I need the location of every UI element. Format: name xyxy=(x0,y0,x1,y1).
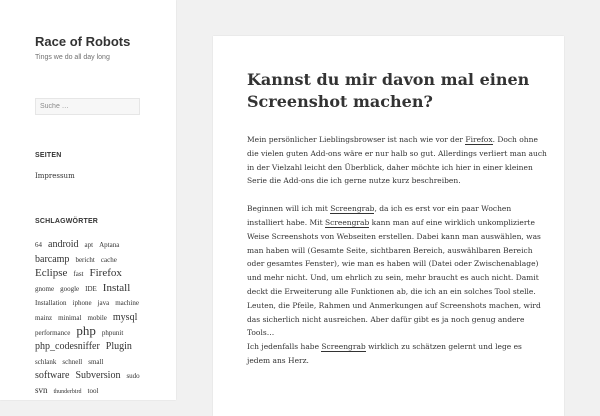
tag-link[interactable]: tool xyxy=(87,386,99,395)
tag-link[interactable]: sudo xyxy=(126,372,140,381)
tag-link[interactable]: IDE xyxy=(85,284,97,293)
post-title: Kannst du mir davon mal einen Screenshot machen? xyxy=(247,70,530,111)
tag-link[interactable]: minimal xyxy=(58,313,82,322)
tag-link[interactable]: bericht xyxy=(75,255,95,264)
tag-link[interactable]: Aptana xyxy=(99,241,120,249)
tag-link[interactable]: Install xyxy=(102,281,131,294)
tag-link[interactable]: Plugin xyxy=(105,341,132,353)
tag-link[interactable]: schnell xyxy=(62,357,83,366)
tag-link[interactable]: software xyxy=(35,370,70,382)
site-title-link[interactable]: Race of Robots xyxy=(35,34,131,49)
tag-link[interactable]: svn xyxy=(35,384,48,395)
screengrab-link[interactable]: Screengrab xyxy=(330,204,375,214)
tag-link[interactable]: thunderbird xyxy=(53,388,82,395)
tag-link[interactable]: google xyxy=(60,284,80,293)
paragraph-text: . Doch ohne die vielen guten Add-ons wäre er nur halb so gut. Allerdings verliert man auch in der Vielzahl leicht den Überblick, daher möchte ich hier in einer kleinen Serie die Add-ons die ich gerne nutze kurz beschreiben. xyxy=(247,135,547,186)
paragraph-text: Beginnen will ich mit xyxy=(247,204,331,214)
tag-link[interactable]: android xyxy=(48,239,79,250)
tag-link[interactable]: phpunit xyxy=(101,328,124,337)
firefox-link[interactable]: Firefox xyxy=(465,135,493,144)
tag-cloud xyxy=(35,237,145,399)
paragraph-text: Mein persönlicher Lieblingsbrowser ist nach wie vor der xyxy=(247,135,466,144)
post-content xyxy=(247,133,547,382)
tag-link[interactable]: machine xyxy=(115,299,139,308)
tag-link[interactable]: Firefox xyxy=(89,267,122,280)
tag-link[interactable]: schlank xyxy=(35,357,57,366)
paragraph-text: wirklich zu schätzen gelernt und lege es jedem ans Herz. xyxy=(247,342,522,365)
tag-link[interactable]: php_codesniffer xyxy=(35,341,100,353)
pages-widget-title: SEITEN xyxy=(35,152,62,159)
tag-link[interactable]: php xyxy=(76,322,96,338)
tag-link[interactable]: Eclipse xyxy=(35,267,68,280)
post-paragraph xyxy=(247,133,547,188)
screengrab-link[interactable]: Screengrab xyxy=(321,342,366,352)
sidebar xyxy=(0,0,176,400)
tags-widget-title: SCHLAGWÖRTER xyxy=(35,218,99,225)
paragraph-text: kann man auf eine wirklich unkomplizierte Weise Screenshots von Webseiten erstellen. Dabei kann man auswählen, was man haben will (Gesamte Seite, sichtbaren Bereich, auswählbaren Bereich oder gesamtes Fenster), wie man es haben will (Datei oder Zwischenablage) und mehr nicht. Und, um ehrlich zu sein, mehr braucht es auch nicht. Damit deckt die Erweiterung alle Funktionen ab, die ich an ein solches Tool stelle. Leuten, die Pfeile, Rahmen und Anmerkungen auf Screenshots machen, wird das sicherlich nicht ausreichen. Aber dafür gibt es ja noch genug andere Tools… xyxy=(247,217,541,338)
tag-link[interactable]: fast xyxy=(73,270,84,279)
search-input[interactable] xyxy=(35,98,140,115)
screengrab-link[interactable]: Screengrab xyxy=(324,217,370,227)
paragraph-text: Ich jedenfalls habe xyxy=(247,342,322,352)
post-paragraph xyxy=(247,202,547,340)
tag-link[interactable]: barcamp xyxy=(35,253,70,265)
site-description: Tings we do all day long xyxy=(35,54,110,61)
tag-link[interactable]: java xyxy=(97,299,110,308)
tag-link[interactable]: Installation xyxy=(35,299,67,308)
tag-link[interactable]: performance xyxy=(35,328,71,337)
tag-link[interactable]: cache xyxy=(100,255,117,264)
tag-link[interactable]: 64 xyxy=(35,241,42,249)
tag-link[interactable]: mysql xyxy=(112,311,138,323)
post-article xyxy=(213,36,564,416)
tag-link[interactable]: mobile xyxy=(87,313,107,322)
tag-link[interactable]: gnome xyxy=(35,284,55,293)
post-paragraph xyxy=(247,340,547,368)
paragraph-text: , da ich es erst vor ein paar Wochen installiert habe. Mit xyxy=(247,204,512,227)
tag-link[interactable]: iphone xyxy=(72,299,92,308)
tag-link[interactable]: mainz xyxy=(35,313,53,322)
tag-link[interactable]: small xyxy=(88,357,104,366)
page-link-impressum[interactable]: Impressum xyxy=(35,172,75,180)
tag-link[interactable]: Subversion xyxy=(75,370,121,382)
tag-link[interactable]: apt xyxy=(84,241,94,249)
